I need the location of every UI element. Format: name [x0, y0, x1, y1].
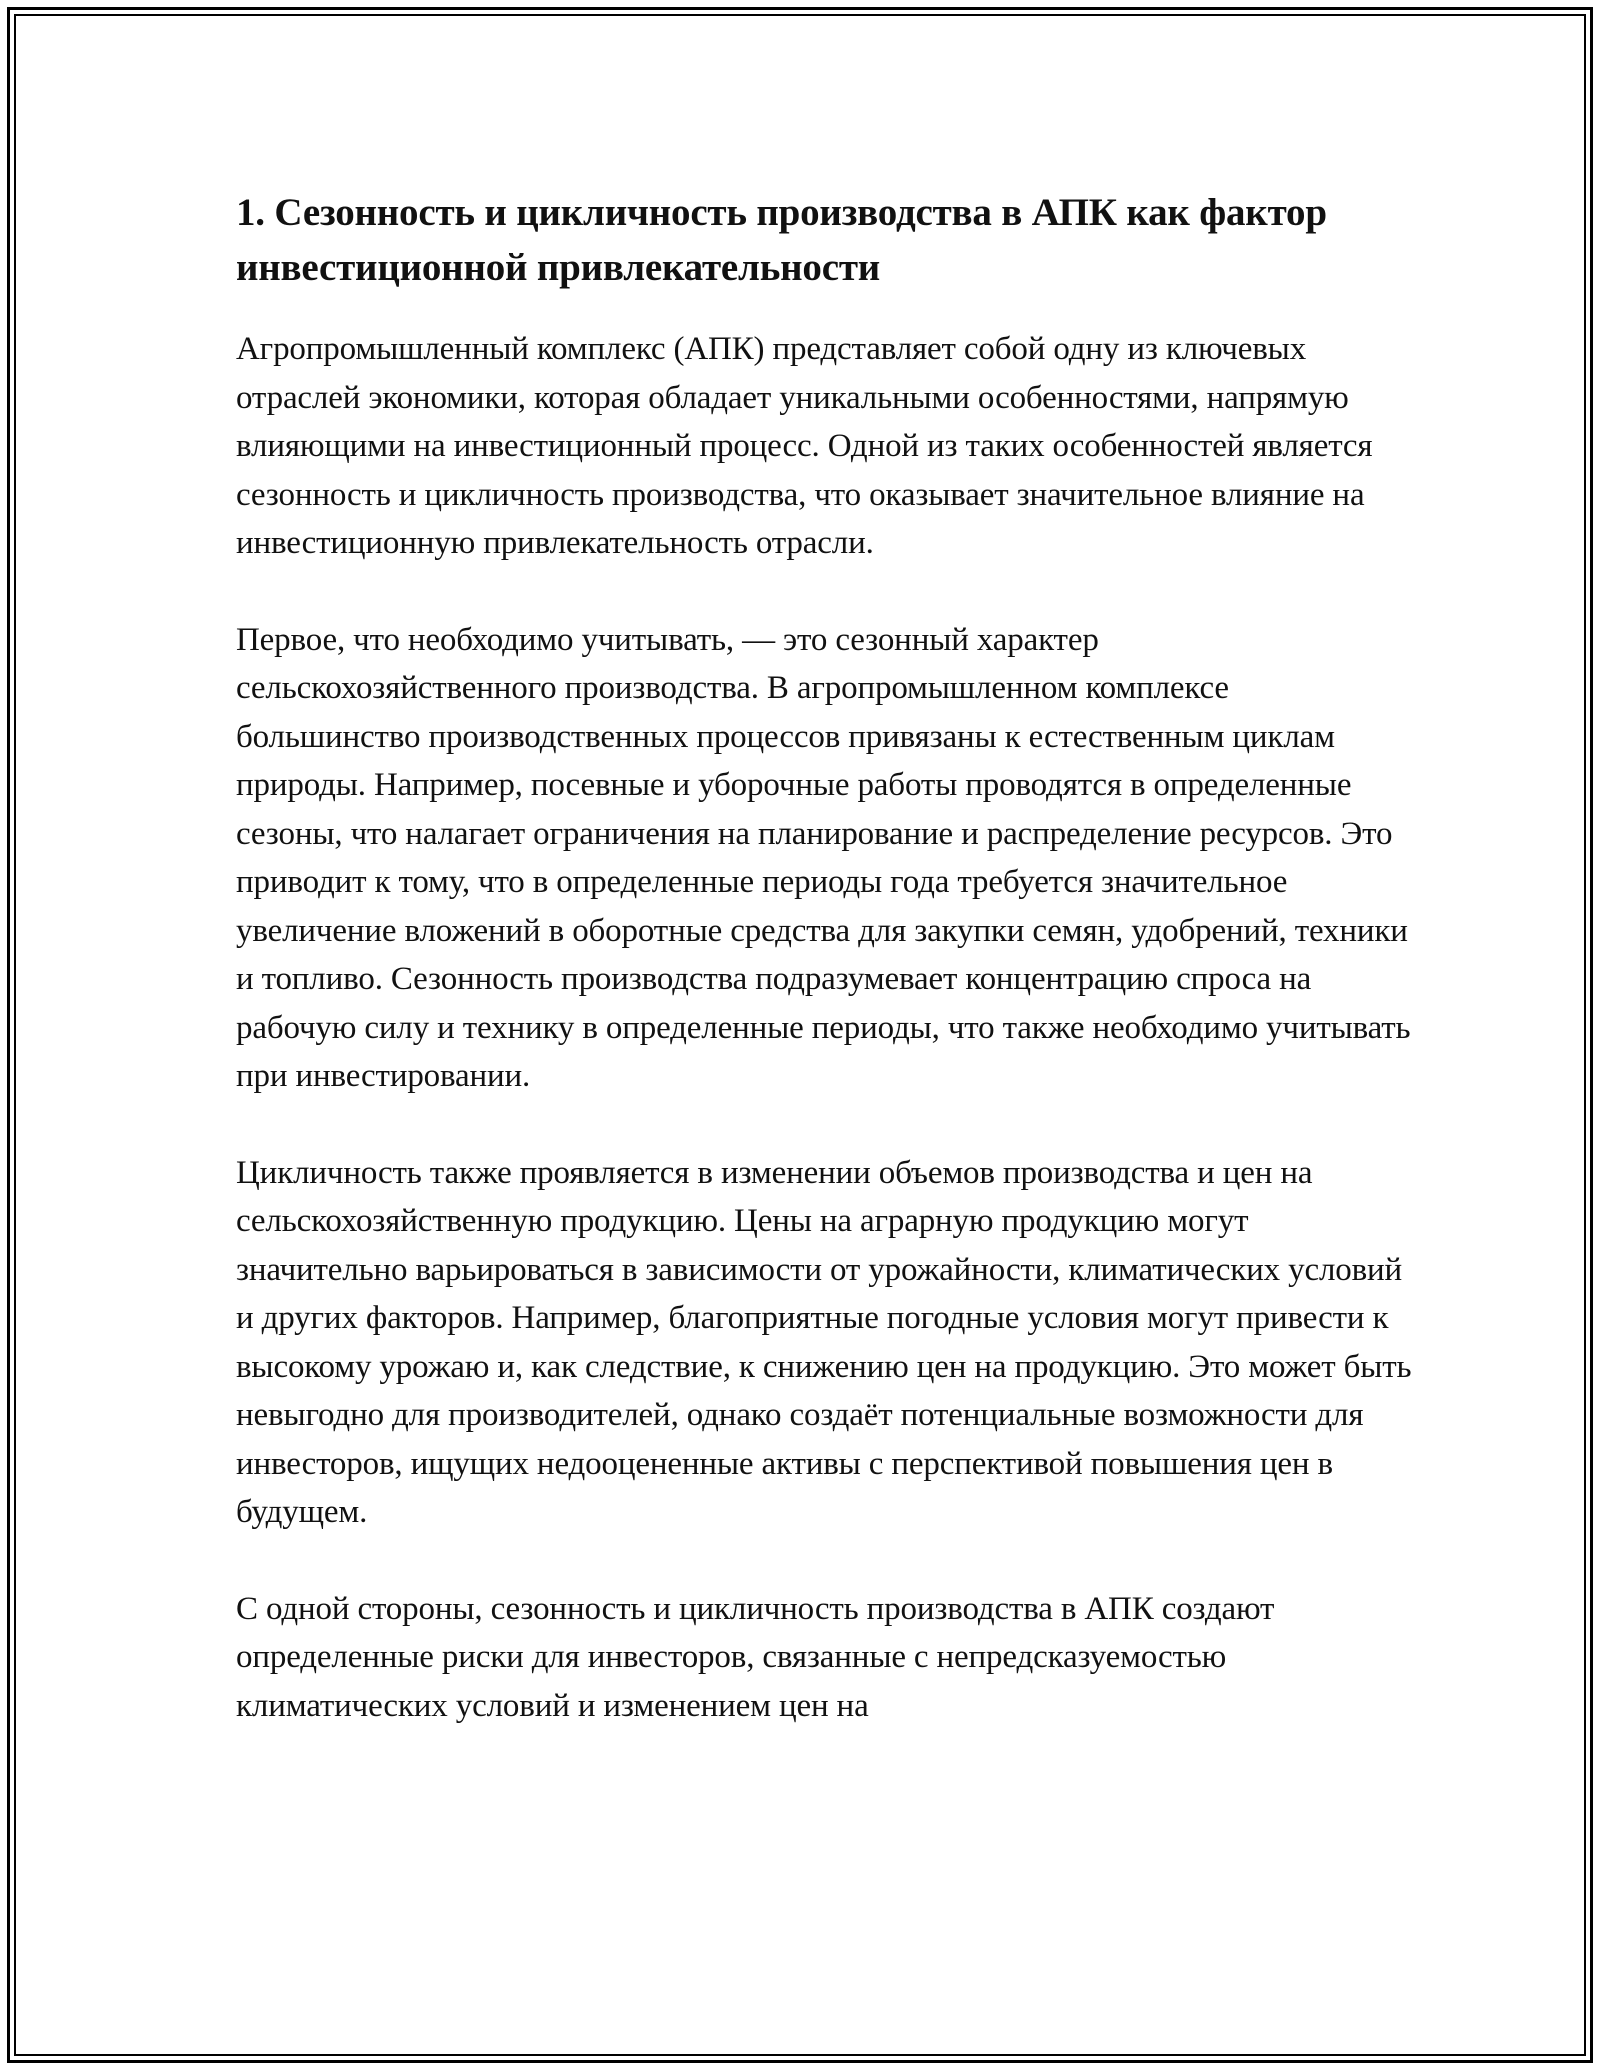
paragraph-4: С одной стороны, сезонность и цикличность производства в АПК создают определенные риски для инвесторов, связанные с непредсказуемостью климатических условий и изменением цен на	[236, 1590, 1275, 1724]
paragraph-2: Первое, что необходимо учитывать, — это сезонный характер сельскохозяйственного производства. В агропромышленном комплексе большинство производственных процессов привязаны к естественным циклам природы. Например, посевные и уборочные работы проводятся в определенные сезоны, что налагает ограничения на планирование и распределение ресурсов. Это приводит к тому, что в определенные периоды года требуется значительное увеличение вложений в оборотные средства для закупки семян, удобрений, техники и топливо. Сезонность производства подразумевает концентрацию спроса на рабочую силу и технику в определенные периоды, что также необходимо учитывать при инвестировании.	[236, 621, 1411, 1094]
paragraph-1: Агропромышленный комплекс (АПК) представляет собой одну из ключевых отраслей экономики, которая обладает уникальными особенностями, напрямую влияющими на инвестиционный процесс. Одной из таких особенностей является сезонность и цикличность производства, что оказывает значительное влияние на инвестиционную привлекательность отрасли.	[236, 331, 1373, 561]
section-heading: 1. Сезонность и цикличность производства в АПК как фактор инвестиционной привлекательности	[236, 191, 1327, 289]
paragraph-3: Цикличность также проявляется в изменении объемов производства и цен на сельскохозяйственную продукцию. Цены на аграрную продукцию могут значительно варьироваться в зависимости от урожайности, климатических условий и других факторов. Например, благоприятные погодные условия могут привести к высокому урожаю и, как следствие, к снижению цен на продукцию. Это может быть невыгодно для производителей, однако создаёт потенциальные возможности для инвесторов, ищущих недооцененные активы с перспективой повышения цен в будущем.	[236, 1154, 1412, 1530]
document-body	[236, 185, 1416, 1730]
